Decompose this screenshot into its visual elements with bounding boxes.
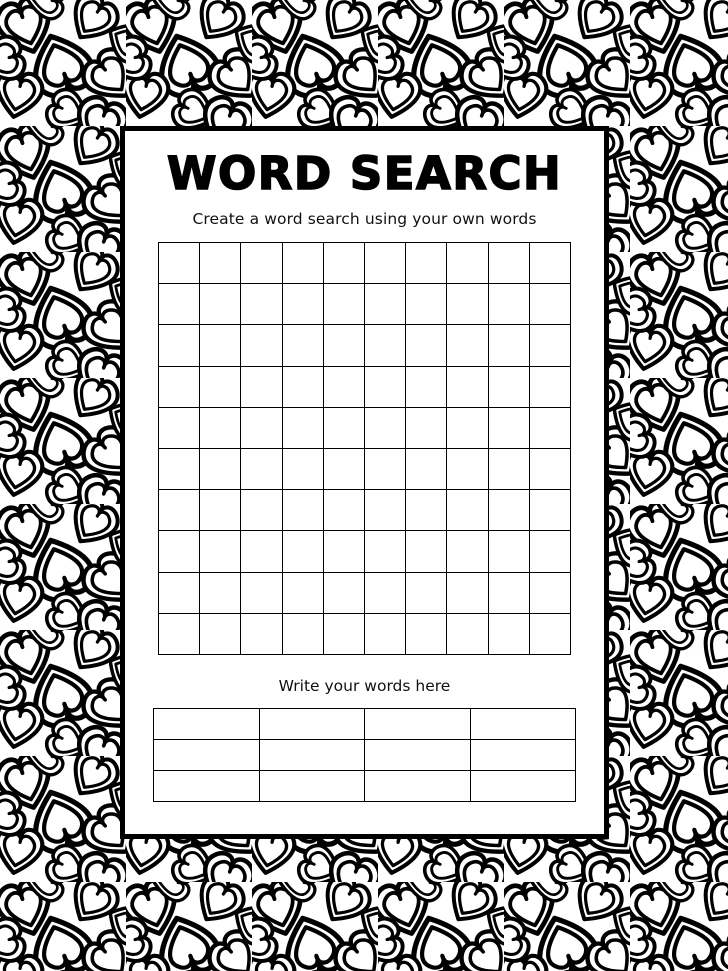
word-search-cell[interactable] — [282, 531, 323, 572]
word-entry-cell[interactable] — [154, 739, 260, 770]
word-search-cell[interactable] — [159, 366, 200, 407]
word-entry-cell[interactable] — [365, 770, 471, 801]
word-entry-cell[interactable] — [259, 708, 365, 739]
word-search-cell[interactable] — [241, 490, 282, 531]
word-search-cell[interactable] — [323, 531, 364, 572]
word-search-cell[interactable] — [488, 613, 529, 654]
word-search-cell[interactable] — [200, 325, 241, 366]
word-search-cell[interactable] — [200, 448, 241, 489]
table-row — [159, 243, 571, 284]
word-search-cell[interactable] — [488, 366, 529, 407]
word-search-cell[interactable] — [488, 572, 529, 613]
word-entry-cell[interactable] — [154, 770, 260, 801]
word-search-cell[interactable] — [488, 490, 529, 531]
table-row — [159, 325, 571, 366]
word-search-cell[interactable] — [200, 243, 241, 284]
word-search-cell[interactable] — [241, 448, 282, 489]
word-search-cell[interactable] — [159, 613, 200, 654]
word-search-cell[interactable] — [282, 407, 323, 448]
word-search-cell[interactable] — [159, 325, 200, 366]
word-search-cell[interactable] — [282, 325, 323, 366]
word-search-cell[interactable] — [323, 325, 364, 366]
word-search-cell[interactable] — [406, 325, 447, 366]
table-row — [159, 448, 571, 489]
word-entry-cell[interactable] — [365, 708, 471, 739]
words-table-container — [153, 708, 576, 802]
worksheet-card — [120, 126, 609, 839]
word-search-cell[interactable] — [529, 284, 570, 325]
word-search-cell[interactable] — [365, 613, 406, 654]
word-search-cell[interactable] — [529, 325, 570, 366]
word-search-cell[interactable] — [241, 325, 282, 366]
word-search-cell[interactable] — [365, 243, 406, 284]
word-search-cell[interactable] — [529, 613, 570, 654]
word-search-cell[interactable] — [365, 284, 406, 325]
word-search-cell[interactable] — [365, 407, 406, 448]
word-search-cell[interactable] — [488, 407, 529, 448]
table-row — [159, 572, 571, 613]
page-title: WORD SEARCH — [166, 147, 563, 200]
word-search-cell[interactable] — [282, 284, 323, 325]
word-search-cell[interactable] — [241, 243, 282, 284]
word-search-cell[interactable] — [365, 572, 406, 613]
word-search-cell[interactable] — [406, 448, 447, 489]
word-search-cell[interactable] — [282, 613, 323, 654]
word-search-cell[interactable] — [529, 448, 570, 489]
word-search-cell[interactable] — [365, 448, 406, 489]
word-entry-cell[interactable] — [259, 770, 365, 801]
word-search-cell[interactable] — [447, 325, 488, 366]
word-search-cell[interactable] — [241, 366, 282, 407]
word-entry-cell[interactable] — [365, 739, 471, 770]
word-search-cell[interactable] — [365, 490, 406, 531]
word-search-cell[interactable] — [323, 613, 364, 654]
table-row — [154, 739, 576, 770]
word-search-cell[interactable] — [200, 572, 241, 613]
word-entry-cell[interactable] — [154, 708, 260, 739]
word-search-cell[interactable] — [529, 366, 570, 407]
word-search-cell[interactable] — [323, 243, 364, 284]
word-search-cell[interactable] — [241, 407, 282, 448]
word-search-cell[interactable] — [406, 572, 447, 613]
word-search-cell[interactable] — [406, 407, 447, 448]
word-search-grid-container — [153, 242, 576, 655]
word-search-cell[interactable] — [406, 490, 447, 531]
word-search-cell[interactable] — [488, 448, 529, 489]
table-row — [159, 366, 571, 407]
word-search-cell[interactable] — [323, 490, 364, 531]
word-search-cell[interactable] — [159, 448, 200, 489]
corner-mark-icon — [595, 827, 609, 841]
word-search-cell[interactable] — [159, 531, 200, 572]
word-search-cell[interactable] — [282, 572, 323, 613]
word-search-cell[interactable] — [447, 613, 488, 654]
word-search-cell[interactable] — [529, 407, 570, 448]
word-search-cell[interactable] — [447, 407, 488, 448]
word-search-grid[interactable] — [158, 242, 571, 655]
word-search-cell[interactable] — [323, 366, 364, 407]
worksheet-subtitle: Create a word search using your own words — [192, 210, 537, 228]
word-search-cell[interactable] — [200, 531, 241, 572]
word-search-cell[interactable] — [159, 284, 200, 325]
word-search-cell[interactable] — [200, 407, 241, 448]
word-search-cell[interactable] — [447, 243, 488, 284]
word-search-cell[interactable] — [282, 366, 323, 407]
word-search-cell[interactable] — [282, 243, 323, 284]
words-table[interactable] — [153, 708, 576, 802]
word-search-cell[interactable] — [406, 243, 447, 284]
word-search-cell[interactable] — [323, 572, 364, 613]
word-search-cell[interactable] — [323, 284, 364, 325]
word-entry-cell[interactable] — [470, 708, 576, 739]
word-search-cell[interactable] — [323, 407, 364, 448]
word-search-cell[interactable] — [241, 572, 282, 613]
word-search-cell[interactable] — [200, 366, 241, 407]
word-search-cell[interactable] — [406, 613, 447, 654]
word-search-cell[interactable] — [488, 531, 529, 572]
word-search-cell[interactable] — [488, 325, 529, 366]
words-section-label: Write your words here — [278, 676, 451, 695]
word-search-cell[interactable] — [406, 284, 447, 325]
word-search-cell[interactable] — [488, 284, 529, 325]
word-search-cell[interactable] — [447, 531, 488, 572]
word-search-cell[interactable] — [159, 407, 200, 448]
word-search-cell[interactable] — [447, 366, 488, 407]
table-row — [159, 407, 571, 448]
table-row — [159, 531, 571, 572]
table-row — [159, 490, 571, 531]
word-search-cell[interactable] — [447, 284, 488, 325]
word-search-cell[interactable] — [447, 490, 488, 531]
word-search-cell[interactable] — [282, 448, 323, 489]
word-search-cell[interactable] — [159, 243, 200, 284]
word-search-cell[interactable] — [529, 572, 570, 613]
word-search-cell[interactable] — [159, 490, 200, 531]
word-search-cell[interactable] — [323, 448, 364, 489]
word-search-cell[interactable] — [447, 448, 488, 489]
word-search-cell[interactable] — [406, 366, 447, 407]
word-search-cell[interactable] — [365, 325, 406, 366]
table-row — [154, 770, 576, 801]
table-row — [159, 284, 571, 325]
word-entry-cell[interactable] — [470, 739, 576, 770]
word-search-cell[interactable] — [200, 284, 241, 325]
table-row — [154, 708, 576, 739]
word-entry-cell[interactable] — [470, 770, 576, 801]
word-entry-cell[interactable] — [259, 739, 365, 770]
word-search-cell[interactable] — [241, 613, 282, 654]
word-search-cell[interactable] — [406, 531, 447, 572]
word-search-cell[interactable] — [282, 490, 323, 531]
word-search-cell[interactable] — [365, 531, 406, 572]
word-search-cell[interactable] — [241, 531, 282, 572]
word-search-cell[interactable] — [488, 243, 529, 284]
table-row — [159, 613, 571, 654]
word-search-cell[interactable] — [529, 531, 570, 572]
word-search-cell[interactable] — [200, 490, 241, 531]
word-search-cell[interactable] — [529, 490, 570, 531]
word-search-cell[interactable] — [365, 366, 406, 407]
word-search-cell[interactable] — [200, 613, 241, 654]
word-search-cell[interactable] — [447, 572, 488, 613]
word-search-cell[interactable] — [529, 243, 570, 284]
word-search-cell[interactable] — [159, 572, 200, 613]
word-search-cell[interactable] — [241, 284, 282, 325]
